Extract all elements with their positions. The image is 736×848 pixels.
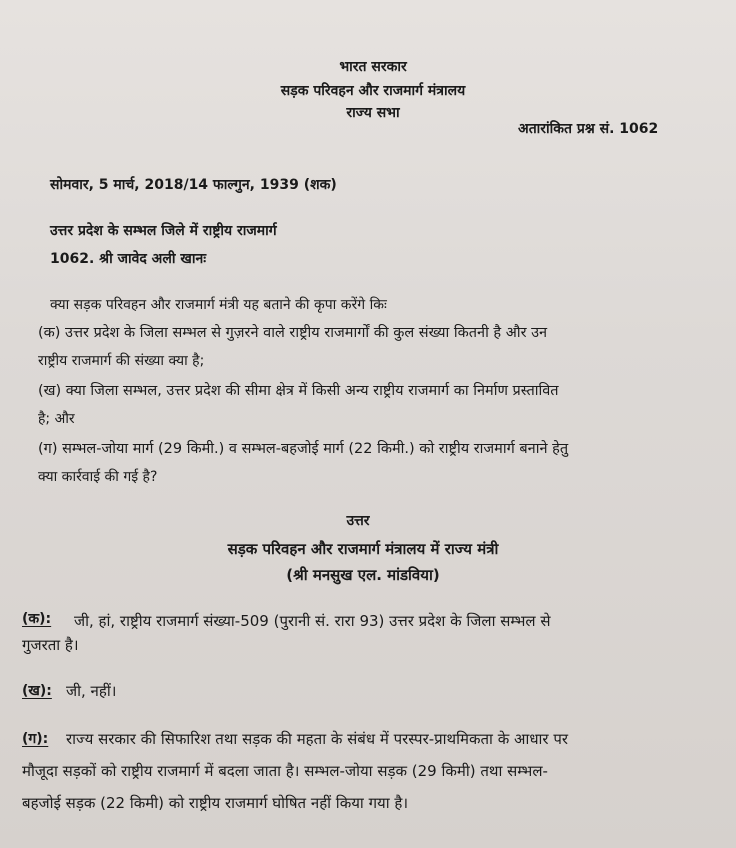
question-asker: 1062. श्री जावेद अली खानः — [50, 251, 207, 267]
date-line: सोमवार, 5 मार्च, 2018/14 फाल्गुन, 1939 (शक) — [50, 177, 337, 193]
minister-name: (श्री मनसुख एल. मांडविया) — [286, 566, 440, 584]
question-ka-line2: राष्ट्रीय राजमार्ग की संख्या क्या है; — [38, 353, 205, 369]
header-house: राज्य सभा — [346, 105, 400, 121]
answer-ga-label: (ग): — [22, 731, 49, 747]
answer-ka-label: (क): — [22, 611, 52, 627]
header-government: भारत सरकार — [339, 59, 407, 75]
question-kha-line2: है; और — [38, 411, 75, 427]
answer-heading: उत्तर — [346, 513, 370, 529]
question-number: अतारांकित प्रश्न सं. 1062 — [518, 121, 659, 137]
answer-ka-line2: गुजरता है। — [22, 636, 79, 654]
question-ga-line1: (ग) सम्भल-जोया मार्ग (29 किमी.) व सम्भल-बहजोई मार्ग (22 किमी.) को राष्ट्रीय राजमार्ग बनाने हेतु — [38, 441, 569, 457]
answer-ka-line1: जी, हां, राष्ट्रीय राजमार्ग संख्या-509 (पुरानी सं. रारा 93) उत्तर प्रदेश के जिला सम्भल से — [74, 612, 551, 630]
question-subject: उत्तर प्रदेश के सम्भल जिले में राष्ट्रीय राजमार्ग — [50, 223, 277, 239]
answer-ga-line3: बहजोई सड़क (22 किमी) को राष्ट्रीय राजमार्ग घोषित नहीं किया गया है। — [22, 794, 409, 812]
answer-kha-label: (ख): — [22, 683, 52, 699]
question-kha-line1: (ख) क्या जिला सम्भल, उत्तर प्रदेश की सीमा क्षेत्र में किसी अन्य राष्ट्रीय राजमार्ग का निर्माण प्रस्तावित — [38, 383, 559, 399]
question-ga-line2: क्या कार्रवाई की गई है? — [38, 469, 158, 485]
minister-title: सड़क परिवहन और राजमार्ग मंत्रालय में राज्य मंत्री — [227, 540, 499, 558]
question-intro: क्या सड़क परिवहन और राजमार्ग मंत्री यह बताने की कृपा करेंगे किः — [50, 297, 387, 313]
header-ministry: सड़क परिवहन और राजमार्ग मंत्रालय — [280, 83, 466, 99]
answer-ga-line1: राज्य सरकार की सिफारिश तथा सड़क की महता के संबंध में परस्पर-प्राथमिकता के आधार पर — [66, 730, 568, 748]
answer-ga-line2: मौजूदा सड़कों को राष्ट्रीय राजमार्ग में बदला जाता है। सम्भल-जोया सड़क (29 किमी) तथा सम्भल- — [22, 762, 548, 780]
answer-kha-text: जी, नहीं। — [66, 682, 117, 700]
question-ka-line1: (क) उत्तर प्रदेश के जिला सम्भल से गुज़रने वाले राष्ट्रीय राजमार्गों की कुल संख्या कितनी है और उन — [38, 325, 548, 341]
